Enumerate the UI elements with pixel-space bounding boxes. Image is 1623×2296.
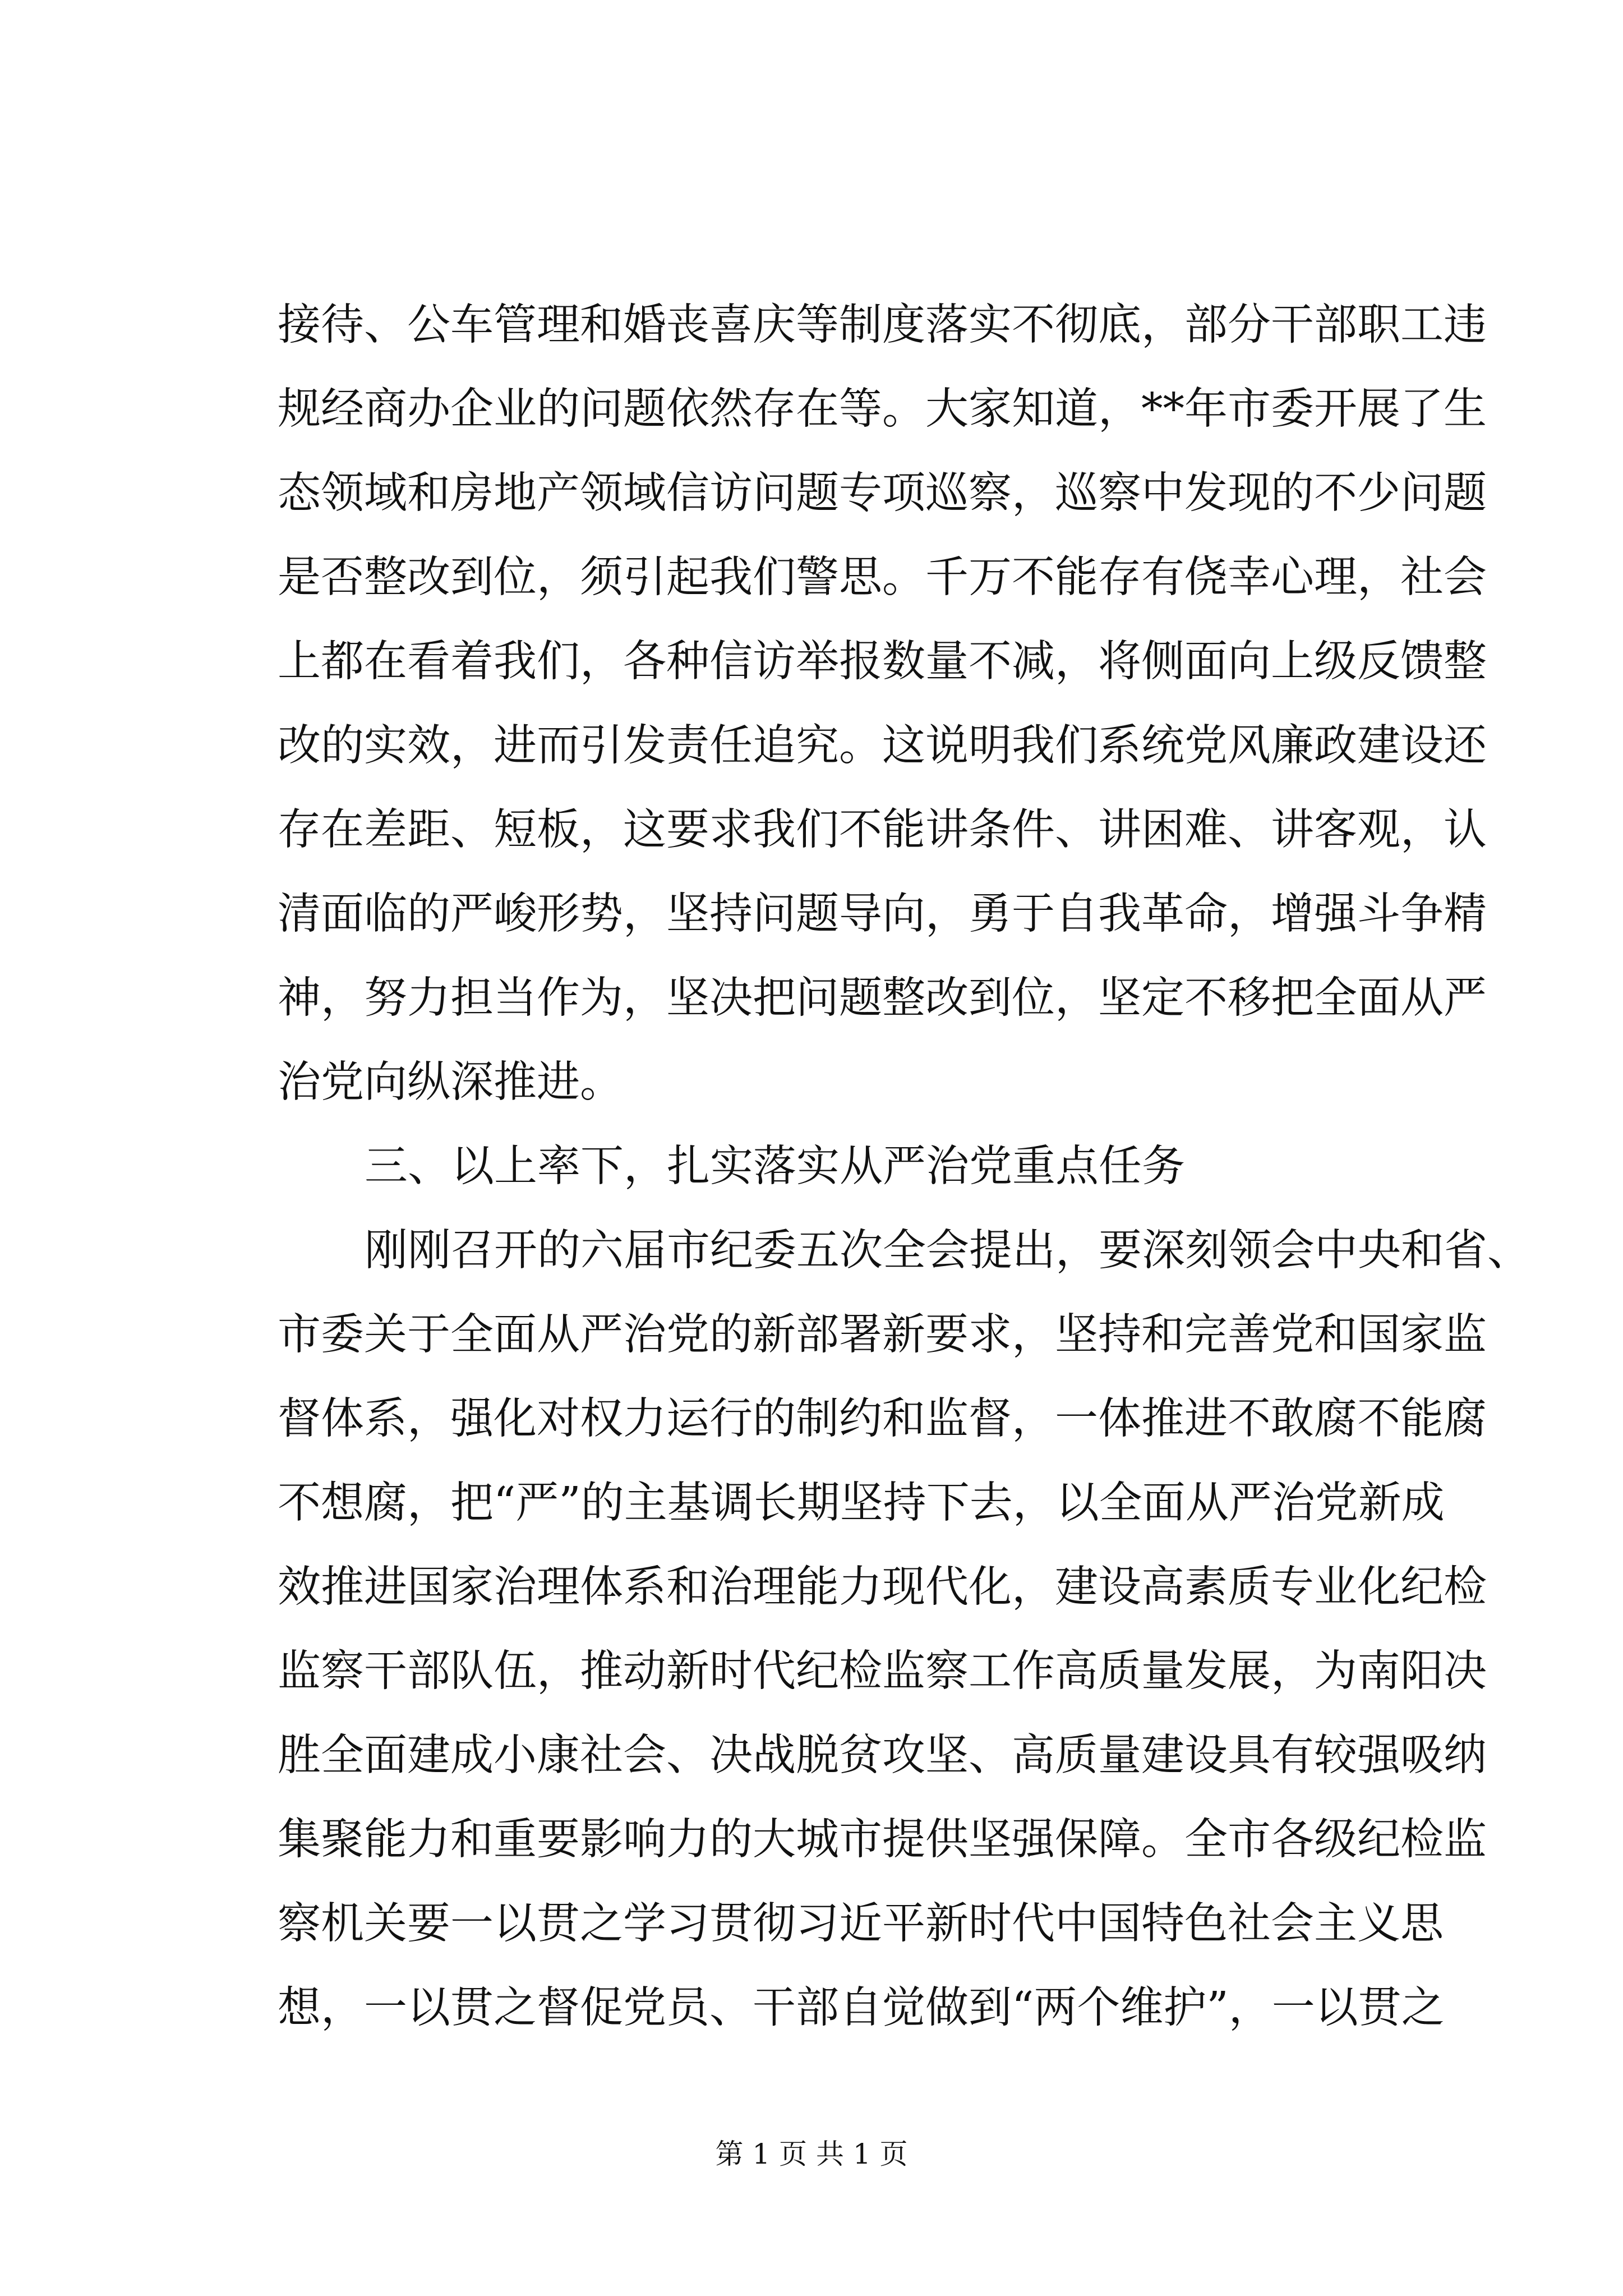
text-line: 不想腐，把“严”的主基调长期坚持下去，以全面从严治党新成 xyxy=(278,1478,1445,1528)
text-line: 改的实效，进而引发责任追究。这说明我们系统党风廉政建设还 xyxy=(278,721,1487,771)
text-line: 治党向纵深推进。 xyxy=(278,1057,623,1107)
text-line: 清面临的严峻形势，坚持问题导向，勇于自我革命，增强斗争精 xyxy=(278,889,1487,939)
text-line: 想，一以贯之督促党员、干部自觉做到“两个维护”，一以贯之 xyxy=(278,1983,1445,2033)
text-line: 是否整改到位，须引起我们警思。千万不能存有侥幸心理，社会 xyxy=(278,553,1487,602)
text-line: 上都在看着我们，各种信访举报数量不减，将侧面向上级反馈整 xyxy=(278,637,1487,687)
text-line: 察机关要一以贯之学习贯彻习近平新时代中国特色社会主义思 xyxy=(278,1899,1444,1949)
text-line: 规经商办企业的问题依然存在等。大家知道，**年市委开展了生 xyxy=(278,384,1487,434)
text-line: 胜全面建成小康社会、决战脱贫攻坚、高质量建设具有较强吸纳 xyxy=(278,1731,1487,1780)
text-line: 效推进国家治理体系和治理能力现代化，建设高素质专业化纪检 xyxy=(278,1562,1487,1612)
text-line: 市委关于全面从严治党的新部署新要求，坚持和完善党和国家监 xyxy=(278,1310,1487,1360)
text-line: 存在差距、短板，这要求我们不能讲条件、讲困难、讲客观，认 xyxy=(278,805,1487,855)
page-number: 第 1 页 共 1 页 xyxy=(715,2138,908,2170)
section-heading: 三、以上率下，扎实落实从严治党重点任务 xyxy=(365,1142,1185,1191)
text-line: 监察干部队伍，推动新时代纪检监察工作高质量发展，为南阳决 xyxy=(278,1646,1487,1696)
text-line: 态领域和房地产领域信访问题专项巡察，巡察中发现的不少问题 xyxy=(278,468,1487,518)
text-line: 神，努力担当作为，坚决把问题整改到位，坚定不移把全面从严 xyxy=(278,973,1487,1023)
text-line: 刚刚召开的六届市纪委五次全会提出，要深刻领会中央和省、 xyxy=(365,1226,1530,1276)
text-line: 督体系，强化对权力运行的制约和监督，一体推进不敢腐不能腐 xyxy=(278,1394,1487,1444)
text-line: 接待、公车管理和婚丧喜庆等制度落实不彻底，部分干部职工违 xyxy=(278,300,1487,350)
text-line: 集聚能力和重要影响力的大城市提供坚强保障。全市各级纪检监 xyxy=(278,1815,1487,1865)
